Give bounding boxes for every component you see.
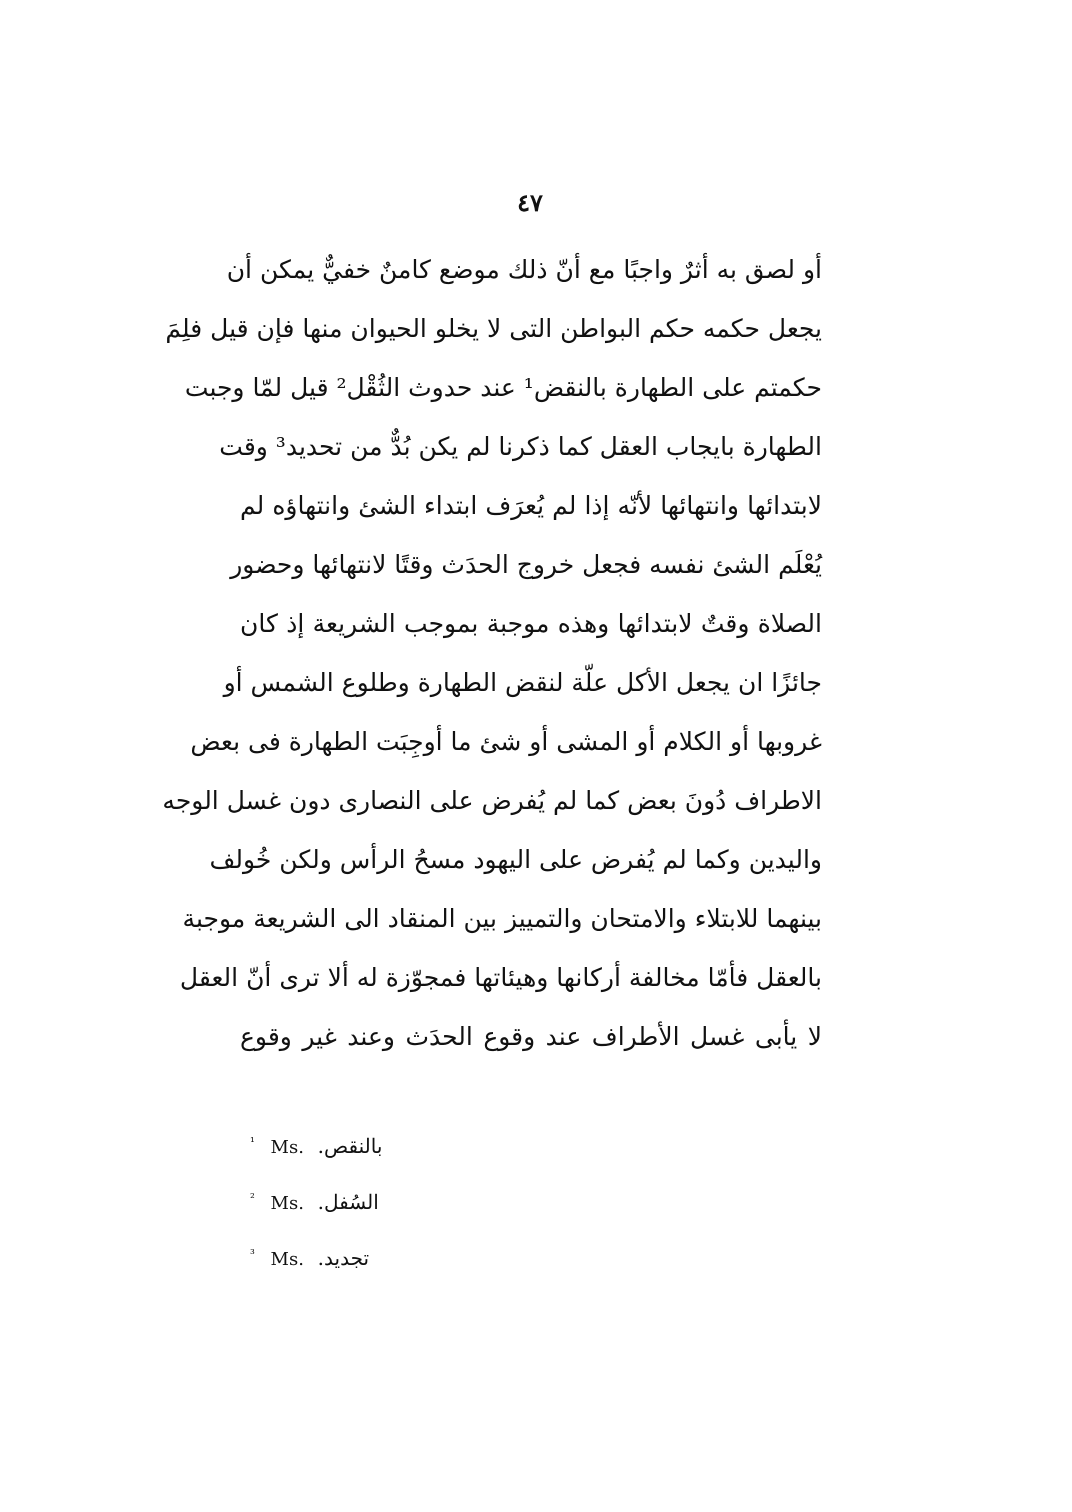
footnotes bbox=[250, 1122, 550, 1290]
footnote-2 bbox=[250, 1178, 550, 1234]
text-line: غروبها أو الكلام أو المشى أو شئ ما أوجِبَت الطهارة فى بعض bbox=[190, 727, 822, 756]
footnote-3 bbox=[250, 1234, 550, 1290]
text-line: لا يأبى غسل الأطراف عند وقوع الحدَث وعند غير وقوع bbox=[240, 1022, 822, 1051]
text-line: لابتدائها وانتهائها لأنّه إذا لم يُعرَف ابتداء الشئ وانتهاؤه لم bbox=[240, 491, 822, 520]
footnote-mark: ¹ bbox=[250, 1135, 255, 1149]
footnote-reading: السُفل. bbox=[317, 1190, 379, 1214]
text-line: الاطراف دُونَ بعض كما لم يُفرض على النصارى دون غسل الوجه bbox=[162, 786, 822, 815]
footnote-reading: بالنقص. bbox=[317, 1134, 383, 1158]
text-line: بينهما للابتلاء والامتحان والتمييز بين المنقاد الى الشريعة موجبة bbox=[182, 904, 822, 933]
text-line: واليدين وكما لم يُفرض على اليهود مسحُ الرأس ولكن خُولف bbox=[209, 845, 822, 874]
footnote-ms-label: Ms. bbox=[270, 1193, 304, 1214]
text-line: أو لصق به أثرٌ واجبًا مع أنّ ذلك موضع كامنٌ خفيٌّ يمكن أن bbox=[226, 255, 822, 284]
text-line: الطهارة بايجاب العقل كما ذكرنا لم يكن بُدٌّ من تحديد³ وقت bbox=[219, 432, 822, 461]
main-text-block bbox=[162, 240, 822, 1066]
text-line: جائزًا ان يجعل الأكل علّة لنقض الطهارة وطلوع الشمس أو bbox=[223, 668, 822, 697]
text-line: حكمتم على الطهارة بالنقض¹ عند حدوث الثُقْل² قيل لمّا وجبت bbox=[184, 373, 822, 402]
footnote-ms-label: Ms. bbox=[270, 1137, 304, 1158]
text-line: يجعل حكمه حكم البواطن التى لا يخلو الحيوان منها فإن قيل فلِمَ bbox=[165, 314, 822, 343]
footnote-ms-label: Ms. bbox=[270, 1249, 304, 1270]
text-line: الصلاة وقتٌ لابتدائها وهذه موجبة بموجب الشريعة إذ كان bbox=[240, 609, 822, 638]
page-number: ٤٧ bbox=[517, 188, 543, 217]
footnote-reading: تجديد. bbox=[317, 1246, 370, 1270]
footnote-mark: ² bbox=[250, 1191, 255, 1205]
footnote-mark: ³ bbox=[250, 1247, 255, 1261]
text-line: بالعقل فأمّا مخالفة أركانها وهيئاتها فمجوّزة له ألا ترى أنّ العقل bbox=[179, 963, 822, 992]
footnote-1 bbox=[250, 1122, 550, 1178]
text-line: يُعْلَم الشئ نفسه فجعل خروج الحدَث وقتًا لانتهائها وحضور bbox=[230, 550, 822, 579]
